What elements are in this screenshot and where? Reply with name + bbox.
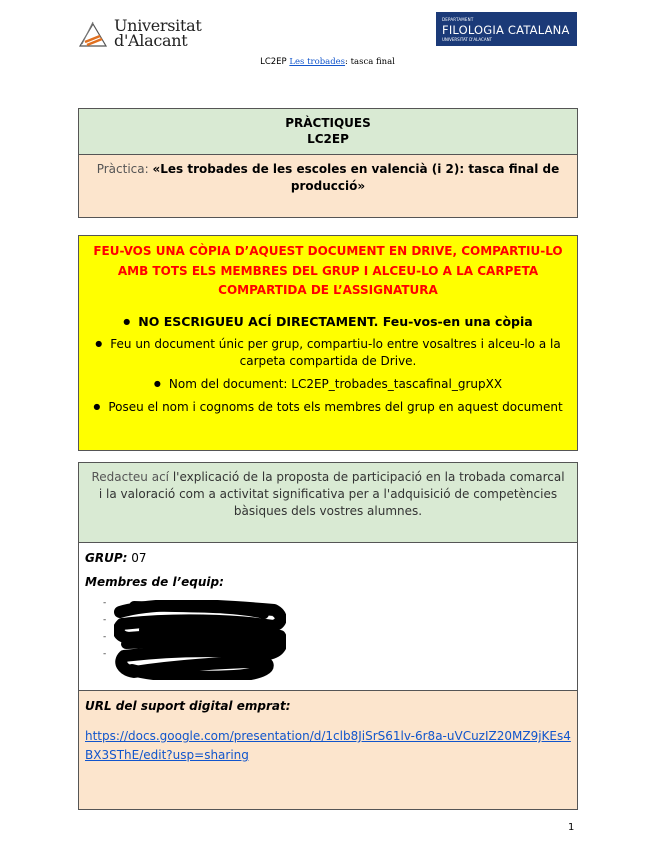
submission-intro-lead: Redacteu ací	[91, 470, 169, 484]
instructions-list	[79, 313, 577, 416]
department-university-label: UNIVERSITAT D'ALACANT	[442, 37, 493, 42]
members-label: Membres de l’equip:	[85, 575, 224, 589]
presentation-url-link[interactable]: https://docs.google.com/presentation/d/1clb8JiSrS61lv-6r8a-uVCuzIZ20MZ9jKEs4BX3SThE/edit?usp=sharing	[85, 729, 571, 762]
department-logo	[436, 12, 577, 46]
university-name-line2: d'Alacant	[114, 31, 188, 50]
list-item: ● NO ESCRIGUEU ACÍ DIRECTAMENT. Feu-vos-en una còpia	[93, 313, 563, 330]
group-row	[85, 551, 571, 565]
university-logo	[78, 18, 202, 48]
practica-name: «Les trobades de les escoles en valencià (i 2): tasca final de producció»	[152, 162, 560, 193]
practica-description	[79, 155, 577, 217]
submission-intro-text: l'explicació de la proposta de participació en la trobada comarcal i la valoració com a activitat significativa per a l'adquisició de competències bàsiques dels vostres alumnes.	[98, 470, 565, 518]
department-name: FILOLOGIA CATALANA	[442, 23, 570, 37]
list-item: ● Feu un document únic per grup, compartiu-lo entre vosaltres i alceu-lo a la carpeta compartida de Drive.	[93, 335, 563, 370]
practica-label: Pràctica:	[96, 162, 149, 176]
group-label: GRUP:	[85, 551, 128, 565]
list-item: ● Poseu el nom i cognoms de tots els membres del grup en aquest document	[93, 398, 563, 416]
page-number: 1	[568, 822, 575, 833]
url-label: URL del suport digital emprat:	[85, 699, 291, 713]
list-item: -	[103, 649, 107, 659]
list-item: -	[103, 632, 107, 642]
subheader-link[interactable]: Les trobades	[289, 57, 346, 67]
department-small-label: DEPARTAMENT	[442, 17, 474, 22]
subheader-code: LC2EP	[260, 57, 287, 67]
group-value: 07	[127, 551, 147, 565]
submission-intro	[79, 463, 577, 543]
practica-title	[79, 109, 577, 155]
instructions-warning: FEU-VOS UNA CÒPIA D’AQUEST DOCUMENT EN DRIVE, COMPARTIU-LO AMB TOTS ELS MEMBRES DEL GRUP I ALCEU-LO A LA CARPETA COMPARTIDA DE L’ASSIGNATURA	[93, 244, 563, 297]
practica-box	[78, 108, 578, 218]
university-name-line1: Universitat	[114, 16, 202, 35]
university-emblem-icon	[78, 18, 108, 48]
list-item: -	[103, 598, 107, 608]
list-item: -	[103, 615, 107, 625]
document-subheader	[0, 57, 655, 67]
practica-title-line2: LC2EP	[307, 132, 349, 146]
subheader-rest: : tasca final	[345, 57, 395, 67]
instructions-box	[78, 235, 578, 451]
list-item: ● Nom del document: LC2EP_trobades_tascafinal_grupXX	[93, 375, 563, 393]
redaction-scribble	[114, 600, 286, 680]
url-section	[79, 691, 577, 809]
practica-title-line1: PRÀCTIQUES	[285, 116, 371, 130]
